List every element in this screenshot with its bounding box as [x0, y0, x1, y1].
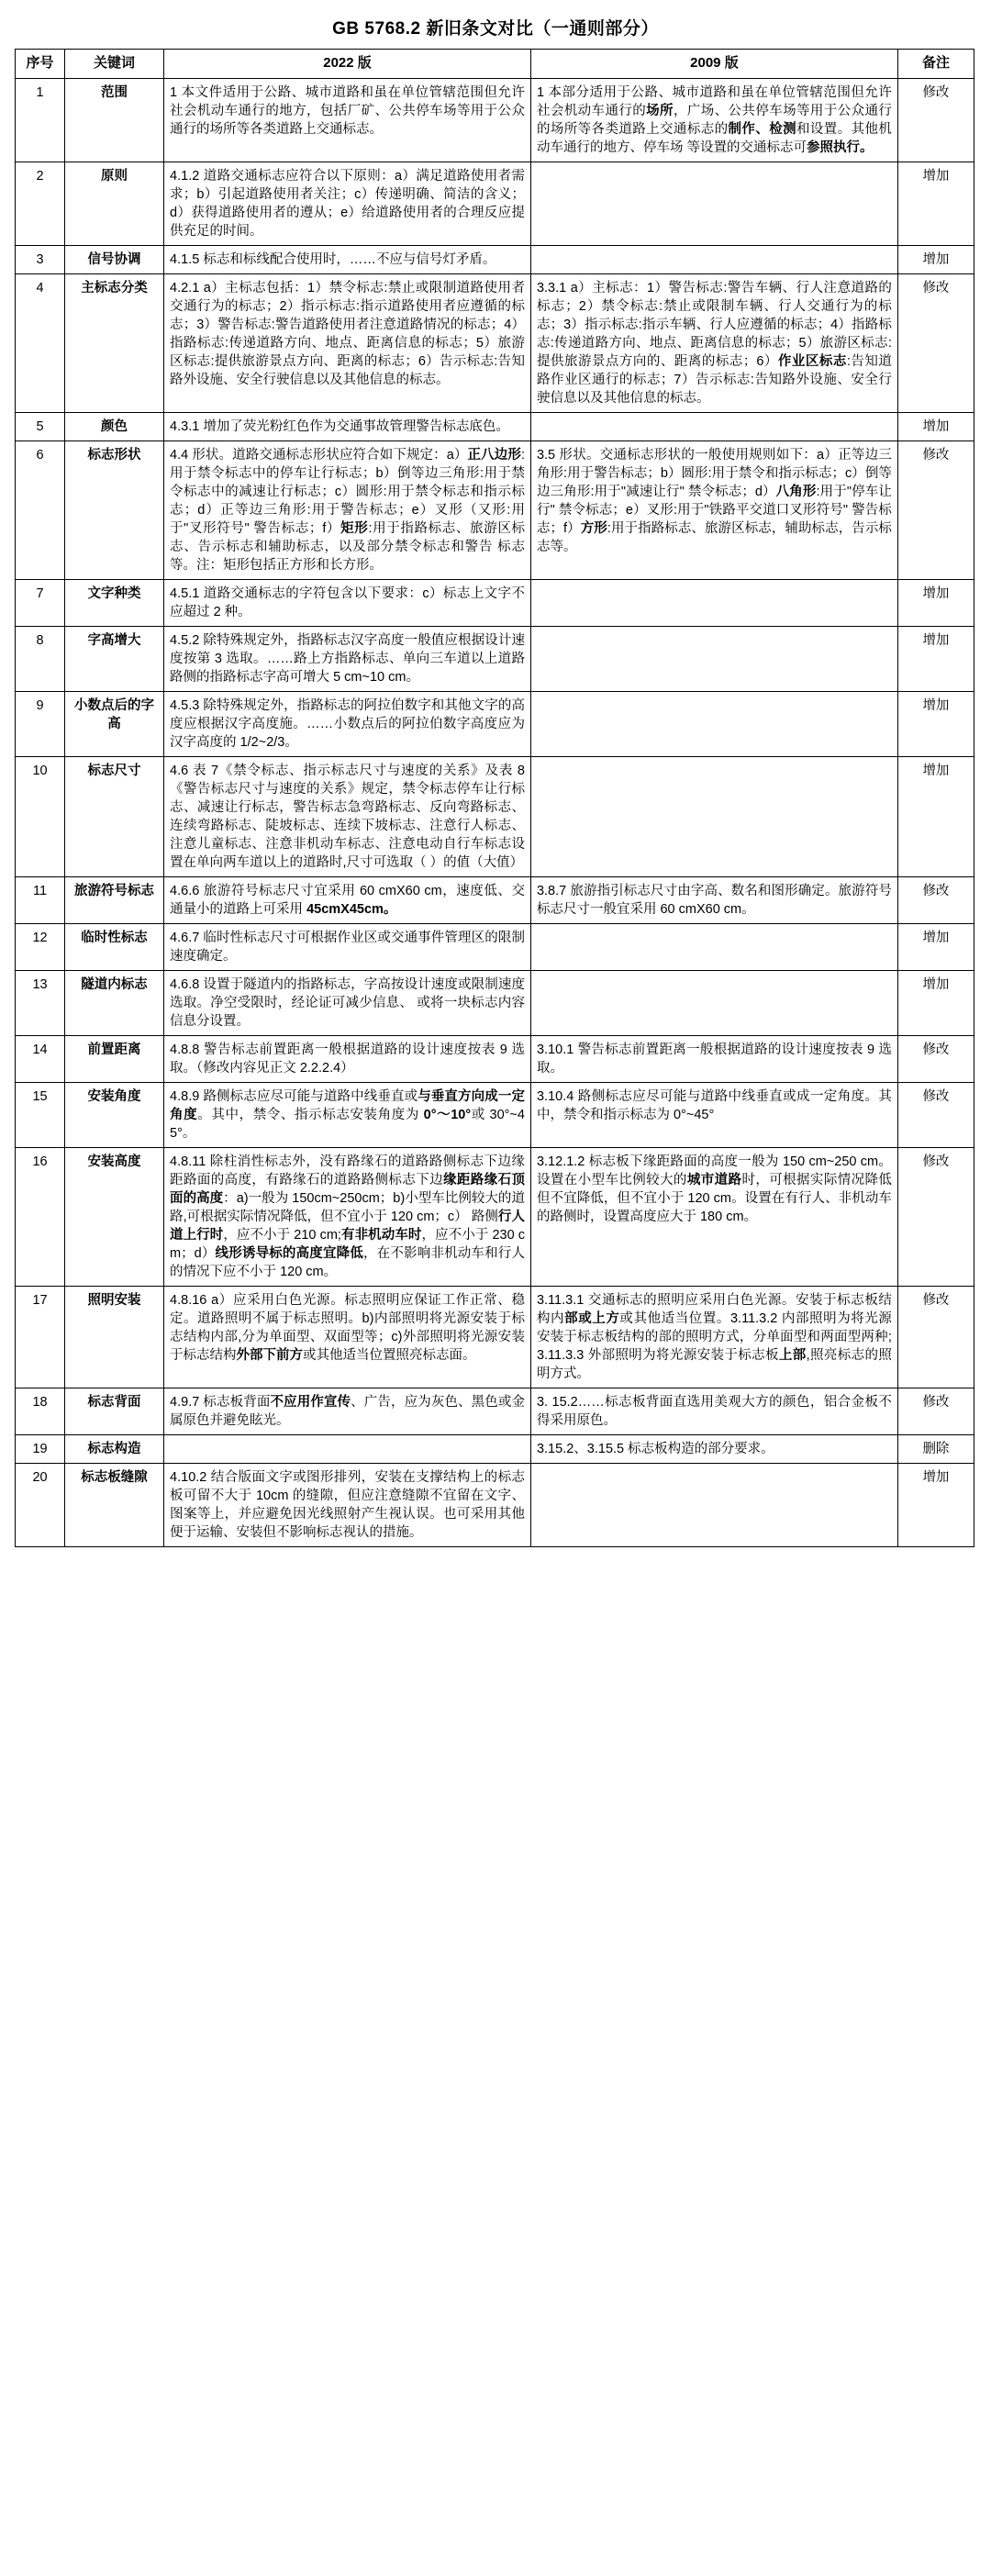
row-note: 修改 — [897, 1388, 974, 1434]
row-2009-text: 3.8.7 旅游指引标志尺寸由字高、数名和图形确定。旅游符号标志尺寸一般宜采用 60 cmX60 cm。 — [530, 876, 897, 923]
row-2022-text: 4.6 表 7《禁令标志、指示标志尺寸与速度的关系》及表 8《警告标志尺寸与速度的关系》规定，禁令标志停车让行标志、减速让行标志，警告标志急弯路标志、反向弯路标志、连续弯路标志、陡坡标志、连续下坡标志、注意行人标志、注意儿童标志、注意非机动车标志、注意电动自行车标志设置在单向两车道以上的道路时,尺寸可选取（ ）的值（大值） — [164, 756, 531, 876]
row-2022-text: 4.8.11 除柱消性标志外，没有路缘石的道路路侧标志下边缘距路面的高度，有路缘石的道路路侧标志下边缘距路缘石顶面的高度：a)一般为 150cm~250cm；b)小型车比例较大的道路,可根据实际情况降低，但不宜小于 120 cm；c） 路侧行人道上行时，应不小于 210 cm;有非机动车时，应不小于 230 cm；d）线形诱导标的高度宜降低，在不影响非机动车和行人的情况下应不小于 120 cm。 — [164, 1147, 531, 1286]
row-no: 4 — [16, 273, 65, 412]
row-2022-text: 4.6.8 设置于隧道内的指路标志，字高按设计速度或限制速度选取。净空受限时，经论证可减少信息、 或将一块标志内容信息分设置。 — [164, 970, 531, 1035]
row-2009-text: 1 本部分适用于公路、城市道路和虽在单位管辖范围但允许社会机动车通行的场所，广场、公共停车场等用于公众通行的场所等各类道路上交通标志的制作、检测和设置。其他机动车通行的地方、停车场 等设置的交通标志可参照执行。 — [530, 78, 897, 162]
row-keyword: 范围 — [65, 78, 164, 162]
row-no: 14 — [16, 1035, 65, 1082]
row-note: 修改 — [897, 876, 974, 923]
row-keyword: 照明安装 — [65, 1286, 164, 1388]
table-row — [16, 162, 974, 245]
table-row — [16, 626, 974, 691]
row-note: 增加 — [897, 245, 974, 273]
row-note: 增加 — [897, 691, 974, 756]
row-keyword: 颜色 — [65, 412, 164, 440]
table-row — [16, 691, 974, 756]
row-no: 8 — [16, 626, 65, 691]
row-2009-text — [530, 691, 897, 756]
column-header-note: 备注 — [897, 50, 974, 79]
table-row — [16, 1082, 974, 1147]
row-note: 修改 — [897, 78, 974, 162]
row-2009-text — [530, 579, 897, 626]
table-row — [16, 1463, 974, 1546]
row-2022-text: 4.2.1 a）主标志包括：1）禁令标志:禁止或限制道路使用者交通行为的标志；2）指示标志:指示道路使用者应遵循的标志；3）警告标志:警告道路使用者注意道路情况的标志；4）指路标志:传递道路方向、地点、距离信息的标志；5）旅游区标志:提供旅游景点方向、距离的标志；6）告示标志:告知路外设施、安全行驶信息以及其他信息的标志。 — [164, 273, 531, 412]
row-2009-text — [530, 626, 897, 691]
table-body — [16, 78, 974, 1546]
row-2009-text — [530, 923, 897, 970]
row-2009-text — [530, 1463, 897, 1546]
row-keyword: 文字种类 — [65, 579, 164, 626]
row-2022-text: 1 本文件适用于公路、城市道路和虽在单位管辖范围但允许社会机动车通行的地方，包括厂矿、公共停车场等用于公众通行的场所等各类道路上交通标志。 — [164, 78, 531, 162]
table-row — [16, 1434, 974, 1463]
row-keyword: 标志板缝隙 — [65, 1463, 164, 1546]
row-2022-text: 4.5.1 道路交通标志的字符包含以下要求：c）标志上文字不应超过 2 种。 — [164, 579, 531, 626]
table-row — [16, 756, 974, 876]
row-keyword: 临时性标志 — [65, 923, 164, 970]
row-2009-text: 3.10.1 警告标志前置距离一般根据道路的设计速度按表 9 选取。 — [530, 1035, 897, 1082]
row-no: 9 — [16, 691, 65, 756]
row-no: 12 — [16, 923, 65, 970]
table-row — [16, 579, 974, 626]
table-row — [16, 245, 974, 273]
row-2009-text: 3.15.2、3.15.5 标志板构造的部分要求。 — [530, 1434, 897, 1463]
row-keyword: 小数点后的字高 — [65, 691, 164, 756]
row-keyword: 安装角度 — [65, 1082, 164, 1147]
row-no: 6 — [16, 440, 65, 579]
row-2022-text — [164, 1434, 531, 1463]
row-keyword: 标志背面 — [65, 1388, 164, 1434]
row-note: 修改 — [897, 273, 974, 412]
row-no: 11 — [16, 876, 65, 923]
row-2022-text: 4.6.6 旅游符号标志尺寸宜采用 60 cmX60 cm，速度低、交通量小的道路上可采用 45cmX45cm。 — [164, 876, 531, 923]
row-no: 15 — [16, 1082, 65, 1147]
row-2009-text — [530, 756, 897, 876]
table-row — [16, 440, 974, 579]
row-note: 增加 — [897, 626, 974, 691]
row-note: 修改 — [897, 1082, 974, 1147]
row-note: 修改 — [897, 1147, 974, 1286]
row-2022-text: 4.10.2 结合版面文字或图形排列，安装在支撑结构上的标志板可留不大于 10cm 的缝隙，但应注意缝隙不宜留在文字、图案等上，并应避免因光线照射产生视认误。也可采用其他便于运输、安装但不影响标志视认的措施。 — [164, 1463, 531, 1546]
row-no: 13 — [16, 970, 65, 1035]
row-keyword: 原则 — [65, 162, 164, 245]
table-header — [16, 50, 974, 79]
column-header-no: 序号 — [16, 50, 65, 79]
row-no: 2 — [16, 162, 65, 245]
comparison-table — [15, 49, 974, 1547]
row-2022-text: 4.5.2 除特殊规定外，指路标志汉字高度一般值应根据设计速度按第 3 选取。……路上方指路标志、单向三车道以上道路路侧的指路标志字高可增大 5 cm~10 cm。 — [164, 626, 531, 691]
row-note: 修改 — [897, 440, 974, 579]
row-note: 增加 — [897, 412, 974, 440]
row-no: 17 — [16, 1286, 65, 1388]
row-2022-text: 4.9.7 标志板背面不应用作宣传、广告，应为灰色、黑色或金属原色并避免眩光。 — [164, 1388, 531, 1434]
row-2009-text — [530, 162, 897, 245]
table-row — [16, 876, 974, 923]
row-2022-text: 4.4 形状。道路交通标志形状应符合如下规定：a）正八边形:用于禁令标志中的停车让行标志；b）倒等边三角形:用于禁令标志中的减速让行标志；c）圆形:用于禁令标志和指示标志；d）正等边三角形:用于警告标志；e）叉形（又形:用于"叉形符号" 警告标志；f）矩形:用于指路标志、旅游区标志、告示标志和辅助标志，以及部分禁令标志和警告 标志等。注：矩形包括正方形和长方形。 — [164, 440, 531, 579]
table-row — [16, 1035, 974, 1082]
row-note: 增加 — [897, 923, 974, 970]
row-2009-text: 3.3.1 a）主标志：1）警告标志:警告车辆、行人注意道路的标志；2）禁令标志:禁止或限制车辆、行人交通行为的标志；3）指示标志:指示车辆、行人应遵循的标志；4）指路标志:传递道路方向、地点、距离信息的标志；5）旅游区标志:提供旅游景点方向的、距离的标志；6）作业区标志:告知道路作业区通行的标志；7）告示标志:告知路外设施、安全行驶信息以及其他信息的标志。 — [530, 273, 897, 412]
row-2009-text: 3.12.1.2 标志板下缘距路面的高度一般为 150 cm~250 cm。设置在小型车比例较大的城市道路时，可根据实际情况降低但不宜降低，但不宜小于 120 cm。设置在有行人、非机动车的路侧时，设置高度应大于 180 cm。 — [530, 1147, 897, 1286]
row-no: 1 — [16, 78, 65, 162]
row-2022-text: 4.8.8 警告标志前置距离一般根据道路的设计速度按表 9 选取。（修改内容见正文 2.2.2.4） — [164, 1035, 531, 1082]
row-keyword: 信号协调 — [65, 245, 164, 273]
row-keyword: 旅游符号标志 — [65, 876, 164, 923]
row-2022-text: 4.1.2 道路交通标志应符合以下原则：a）满足道路使用者需求；b）引起道路使用者关注；c）传递明确、简洁的含义；d）获得道路使用者的遵从；e）给道路使用者的合理反应提供充足的时间。 — [164, 162, 531, 245]
row-note: 增加 — [897, 970, 974, 1035]
row-2009-text — [530, 245, 897, 273]
row-2022-text: 4.8.9 路侧标志应尽可能与道路中线垂直或与垂直方向成一定角度。其中，禁令、指示标志安装角度为 0°～10°或 30°~45°。 — [164, 1082, 531, 1147]
row-keyword: 隧道内标志 — [65, 970, 164, 1035]
table-row — [16, 923, 974, 970]
row-2022-text: 4.8.16 a）应采用白色光源。标志照明应保证工作正常、稳定。道路照明不属于标志照明。b)内部照明将光源安装于标志结构内部,分为单面型、双面型等；c)外部照明将光源安装于标志结构外部下前方或其他适当位置照亮标志面。 — [164, 1286, 531, 1388]
row-keyword: 前置距离 — [65, 1035, 164, 1082]
row-note: 修改 — [897, 1286, 974, 1388]
row-2022-text: 4.1.5 标志和标线配合使用时，……不应与信号灯矛盾。 — [164, 245, 531, 273]
row-no: 20 — [16, 1463, 65, 1546]
row-no: 7 — [16, 579, 65, 626]
row-no: 16 — [16, 1147, 65, 1286]
row-keyword: 标志构造 — [65, 1434, 164, 1463]
row-no: 10 — [16, 756, 65, 876]
column-header-2009: 2009 版 — [530, 50, 897, 79]
row-no: 3 — [16, 245, 65, 273]
row-note: 增加 — [897, 756, 974, 876]
table-row — [16, 970, 974, 1035]
row-note: 增加 — [897, 579, 974, 626]
row-2022-text: 4.6.7 临时性标志尺寸可根据作业区或交通事件管理区的限制速度确定。 — [164, 923, 531, 970]
column-header-keyword: 关键词 — [65, 50, 164, 79]
row-2009-text: 3.10.4 路侧标志应尽可能与道路中线垂直或成一定角度。其中，禁令和指示标志为 0°~45° — [530, 1082, 897, 1147]
row-2009-text: 3. 15.2……标志板背面直选用美观大方的颜色，铝合金板不得采用原色。 — [530, 1388, 897, 1434]
table-row — [16, 1286, 974, 1388]
row-note: 增加 — [897, 162, 974, 245]
table-row — [16, 78, 974, 162]
page-title: GB 5768.2 新旧条文对比（一通则部分） — [332, 19, 659, 39]
row-note: 增加 — [897, 1463, 974, 1546]
row-no: 18 — [16, 1388, 65, 1434]
row-keyword: 安装高度 — [65, 1147, 164, 1286]
table-row — [16, 1147, 974, 1286]
row-2009-text — [530, 412, 897, 440]
table-row — [16, 273, 974, 412]
row-2022-text: 4.3.1 增加了荧光粉红色作为交通事故管理警告标志底色。 — [164, 412, 531, 440]
column-header-2022: 2022 版 — [164, 50, 531, 79]
row-keyword: 主标志分类 — [65, 273, 164, 412]
table-row — [16, 1388, 974, 1434]
row-note: 修改 — [897, 1035, 974, 1082]
row-2009-text — [530, 970, 897, 1035]
row-no: 5 — [16, 412, 65, 440]
row-note: 删除 — [897, 1434, 974, 1463]
row-no: 19 — [16, 1434, 65, 1463]
row-2009-text: 3.11.3.1 交通标志的照明应采用白色光源。安装于标志板结构内部或上方或其他适当位置。3.11.3.2 内部照明为将光源安装于标志板结构的部的照明方式，分单面型和两面型两种;3.11.3.3 外部照明为将光源安装于标志板上部,照亮标志的照明方式。 — [530, 1286, 897, 1388]
table-row — [16, 412, 974, 440]
table-header-row — [16, 50, 974, 79]
row-keyword: 字高增大 — [65, 626, 164, 691]
row-keyword: 标志形状 — [65, 440, 164, 579]
row-keyword: 标志尺寸 — [65, 756, 164, 876]
row-2009-text: 3.5 形状。交通标志形状的一般使用规则如下：a）正等边三角形:用于警告标志；b）圆形:用于禁令和指示标志；c）倒等边三角形:用于"减速让行" 禁令标志；d）八角形:用于"停车让行" 禁令标志；e）叉形:用于"铁路平交道口叉形符号" 警告标志；f）方形:用于指路标志、旅游区标志，辅助标志，告示标志等。 — [530, 440, 897, 579]
row-2022-text: 4.5.3 除特殊规定外，指路标志的阿拉伯数字和其他文字的高度应根据汉字高度施。……小数点后的阿拉伯数字高度应为汉字高度的 1/2~2/3。 — [164, 691, 531, 756]
